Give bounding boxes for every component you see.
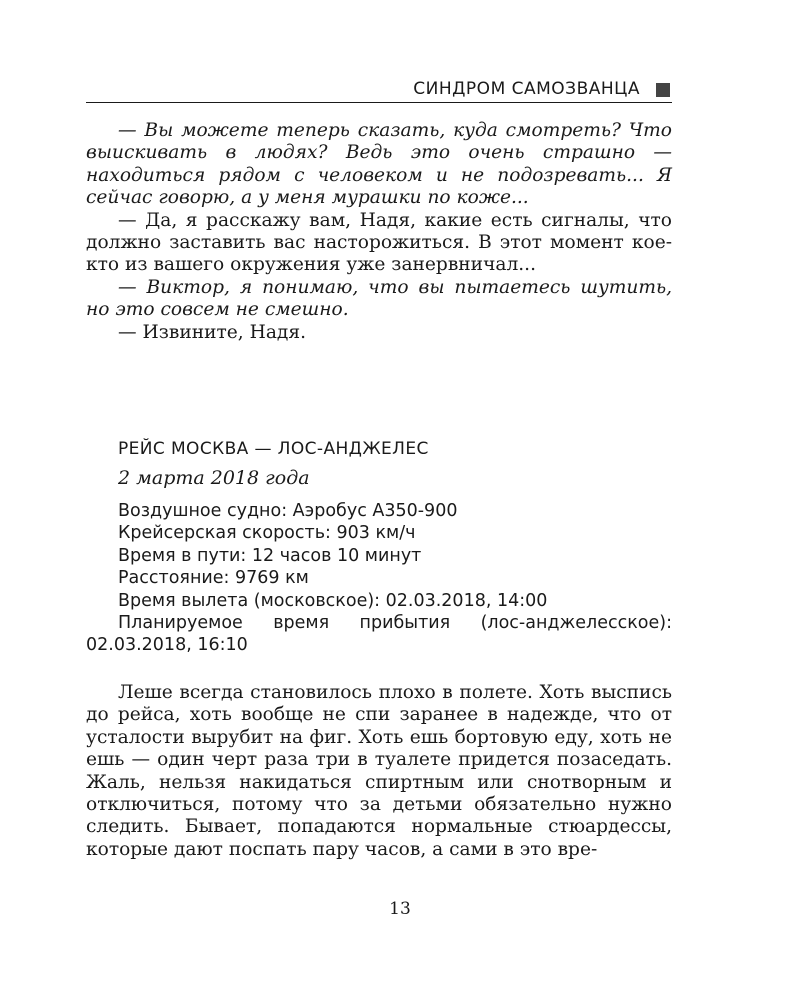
flight-duration: Время в пути: 12 часов 10 минут	[118, 545, 422, 566]
flight-arrival: Планируемое время прибытия (лос-анджелесское): 02.03.2018, 16:10	[86, 613, 672, 656]
flight-heading: РЕЙС МОСКВА — ЛОС-АНДЖЕЛЕС	[118, 439, 429, 459]
flight-date: 2 марта 2018 года	[118, 467, 310, 489]
dialogue-line-3: — Виктор, я понимаю, что вы пытаетесь шутить, но это совсем не смешно.	[86, 276, 672, 321]
dialogue-line-1: — Вы можете теперь сказать, куда смотреть? Что выискивать в людях? Ведь это очень страшно — находиться рядом с человеком и не подозревать... Я сейчас говорю, а у меня мурашки по коже...	[86, 120, 672, 209]
dialogue-block	[86, 120, 672, 344]
narrative-block	[86, 682, 672, 861]
running-title: СИНДРОМ САМОЗВАНЦА	[413, 79, 640, 99]
header-square-ornament	[656, 83, 670, 97]
running-header	[86, 78, 672, 103]
dialogue-line-2: — Да, я расскажу вам, Надя, какие есть сигналы, что должно заставить вас насторожиться. В этот момент кое-кто из вашего окружения уже занервничал...	[86, 209, 672, 276]
flight-departure: Время вылета (московское): 02.03.2018, 14:00	[118, 590, 548, 611]
narrative-paragraph: Леше всегда становилось плохо в полете. Хоть выспись до рейса, хоть вообще не спи заранее в надежде, что от усталости вырубит на фиг. Хоть ешь бортовую еду, хоть не ешь — один черт раза три в туалете придется позаседать. Жаль, нельзя накидаться спиртным или снотворным и отключиться, потому что за детьми обязательно нужно следить. Бывает, попадаются нормальные стюардессы, которые дают поспать пару часов, а сами в это вре-	[86, 682, 672, 860]
page-number: 13	[389, 899, 411, 919]
dialogue-line-4: — Извините, Надя.	[118, 321, 307, 343]
flight-distance: Расстояние: 9769 км	[118, 568, 309, 589]
flight-info	[86, 500, 672, 657]
flight-aircraft: Воздушное судно: Аэробус А350-900	[118, 501, 458, 521]
flight-speed: Крейсерская скорость: 903 км/ч	[118, 523, 416, 544]
